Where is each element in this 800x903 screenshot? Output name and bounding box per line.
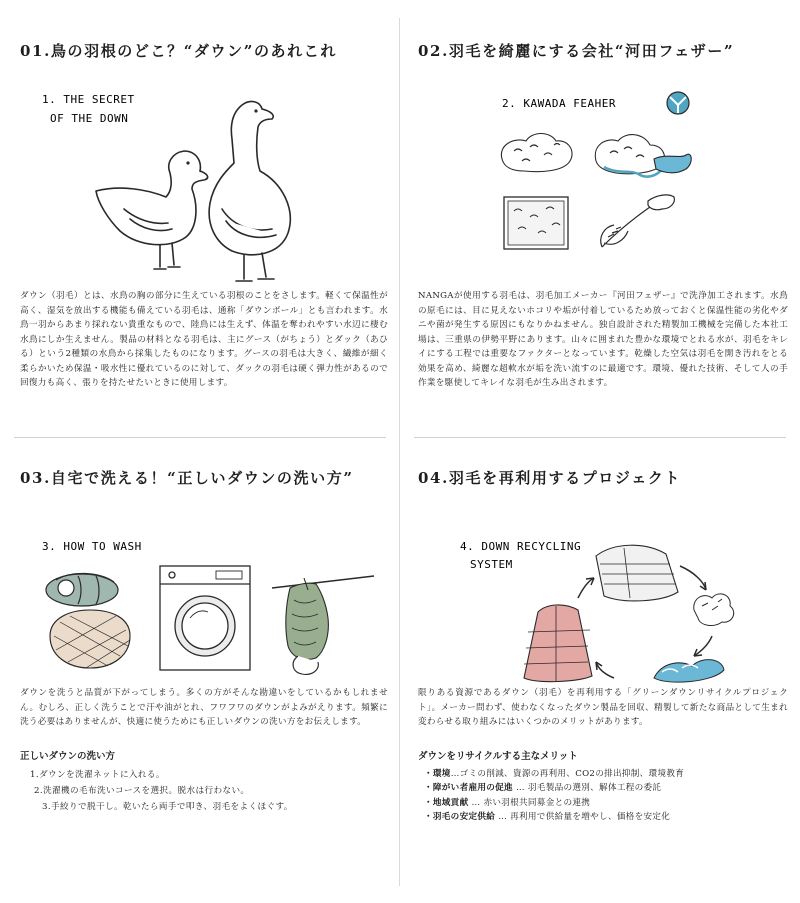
duck-goose-illustration [20,79,388,289]
section-body: NANGAが使用する羽毛は、羽毛加工メーカー『河田フェザー』で洗浄加工されます。水鳥の原毛には、目に見えないホコリや垢が付着しているため放っておくと保温性能の劣化やダニや菌が発生する原因にもなりかねません。独自設計された精製加工機械を完備した本社工場は、三重県の伊勢平野にあります。山々に囲まれた豊かな環境でとれる水が、羽毛をキレイにする工程では重要なファクターとなっています。乾燥した空気は羽毛を開き汚れをとる効果を高め、綺麗な超軟水が垢を洗い流すのに最適です。環境、優れた技術、そして人の手作業を駆使してキレイな羽毛が生み出されます。 [418,291,788,388]
subheading: ダウンをリサイクルする主なメリット [418,750,578,762]
wash-steps [20,767,388,815]
section-how-to-wash [20,467,388,815]
merit-text: … 再利用で供給量を増やし、価格を安定化 [495,812,671,822]
section-down-secret [20,40,388,391]
feather-processing-illustration [418,79,788,289]
puffer-vest-icon [596,545,678,601]
section-title: 02.羽毛を綺麗にする会社“河田フェザー” [418,42,735,60]
goose-eye [254,109,257,112]
merit-key: ・障がい者雇用の促進 [424,783,513,793]
wash-step: 1.ダウンを洗濯ネットに入れる。 [30,769,165,780]
section-title: 03.自宅で洗える！“正しいダウンの洗い方” [20,469,354,487]
water-wave-icon [654,660,724,683]
caption-line-1: 2. KAWADA FEAHER [502,97,616,110]
horizontal-divider-left [14,437,386,438]
section-body: 限りある資源であるダウン（羽毛）を再利用する「グリーンダウンリサイクルプロジェクト」。メーカー問わず、使わなくなったダウン製品を回収、精製して新たな商品として生まれ変わらせる取り組みにはいくつかのメリットがあります。 [418,688,788,727]
goose-icon [209,102,290,281]
duck-eye [186,161,189,164]
section-body: ダウン（羽毛）とは、水鳥の胸の部分に生えている羽根のことをさします。軽くて保温性が高く、湿気を放出する機能も備えている羽毛は、通称「ダウンボール」とも言われます。水鳥一羽からあまり採れない貴重なもので、陸鳥には生えず、体温を奪われやすい水辺に棲む水鳥にしか生えません。製品の材料となる羽毛は、主にグース（がちょう）とダック（あひる）という2種類の水鳥から採集したものになります。グースの羽毛は大きく、繊維が細く柔らかいため保温・吸水性に優れているのに対して、ダックの羽毛は硬く弾力性があるので回復力も高く、張りを持たせたいときに使用します。 [20,291,388,388]
drying-rod-icon [272,576,374,588]
washed-down-icon [595,135,691,177]
section-body: ダウンを洗うと品質が下がってしまう。多くの方がそんな勘違いをしているかもしれません。むしろ、正しく洗うことで汗や油がとれ、フワフワのダウンがよみがえります。頻繁に洗う必要はありませんが、快適に使うためにも正しいダウンの洗い方をお伝えします。 [20,688,388,727]
merit-key: ・環境 [424,768,451,779]
hand-holding-feather-icon [601,195,675,247]
washing-machine-icon [160,566,250,670]
raw-down-pile-icon [501,134,572,172]
horizontal-divider-right [414,437,786,438]
caption-line-2: OF THE DOWN [50,112,129,125]
section-kawada-feather [418,40,788,391]
merit-text: …ゴミの削減、資源の再利用、CO2の排出抑制、環境教育 [450,768,685,779]
waterfowl-drawing [20,79,388,289]
caption-line-1: 3. HOW TO WASH [42,540,142,553]
sleeping-bag-icon [46,573,118,606]
duck-icon [96,151,208,269]
caption-line-1: 4. DOWN RECYCLING [460,540,582,553]
merit-key: ・地域貢献 [424,797,469,808]
processing-drawing [418,79,788,289]
merit-key: ・羽毛の安定供給 [424,812,496,822]
merit-text: … 赤い羽根共同募金との連携 [468,797,591,808]
merit-item [424,810,788,825]
caption-line-2: SYSTEM [470,558,513,571]
section-title: 01.鳥の羽根のどこ？“ダウン”のあれこれ [20,42,337,60]
vertical-divider [399,18,400,886]
merit-text: … 羽毛製品の選別、解体工程の委託 [512,783,662,793]
washing-illustration [20,506,388,686]
recycling-drawing [418,506,788,686]
hanging-sweater-icon [286,578,329,674]
merit-item [424,796,788,811]
loose-down-icon [694,594,734,626]
merit-list [418,767,788,825]
section-title: 04.羽毛を再利用するプロジェクト [418,469,681,487]
drying-box-icon [504,197,568,249]
wash-step: 2.洗濯機の毛布洗いコースを選択。脱水は行わない。 [34,785,250,796]
washing-drawing [20,506,388,686]
merit-item [424,781,788,796]
caption-line-1: 1. THE SECRET [42,93,135,106]
section-down-recycling [418,467,788,825]
pink-jacket-icon [524,605,592,682]
laundry-net-icon [50,610,130,668]
kawada-logo-icon [667,92,689,114]
merit-item [424,767,788,782]
wash-step: 3.手絞りで脱干し。乾いたら両手で叩き、羽毛をよくほぐす。 [42,801,293,812]
recycling-illustration [418,506,788,686]
subheading: 正しいダウンの洗い方 [20,750,116,762]
